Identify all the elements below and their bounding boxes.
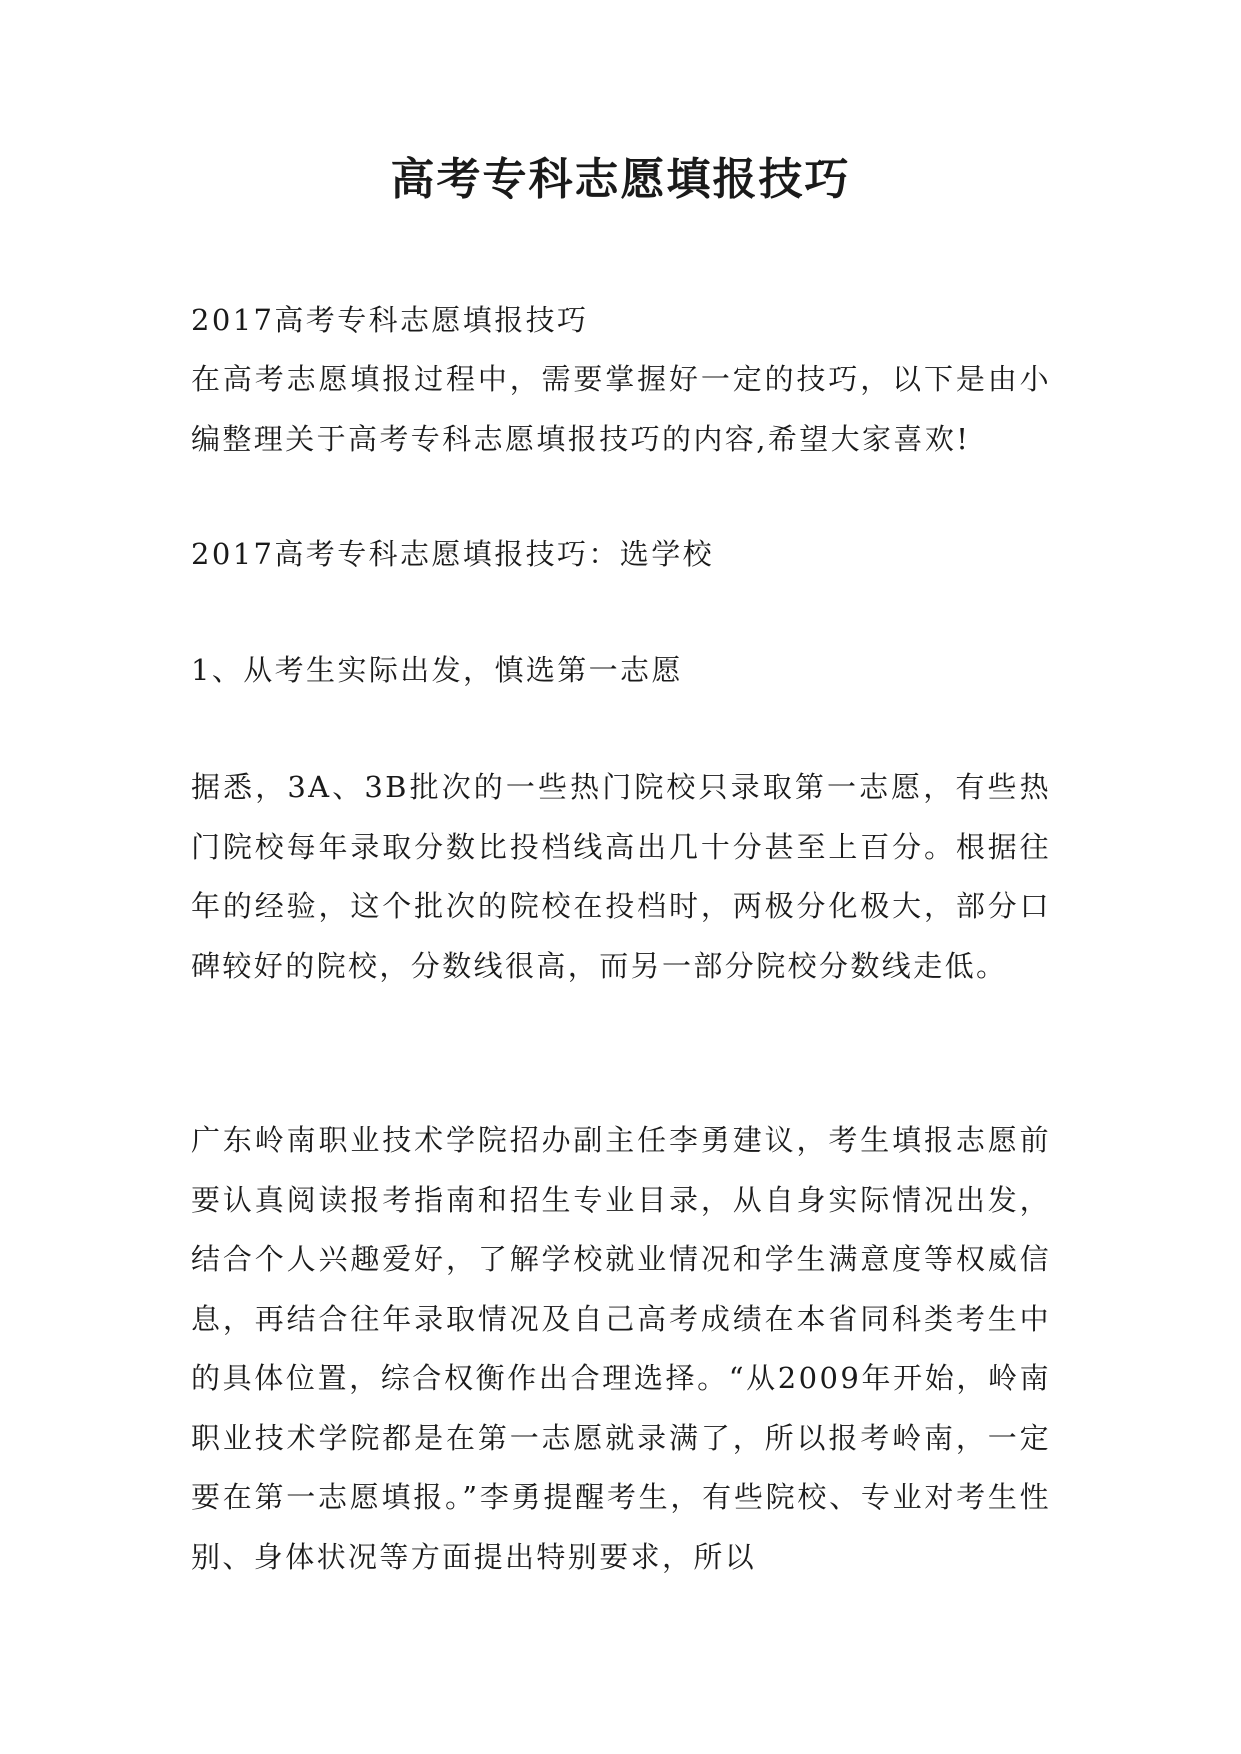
body-paragraph: 据悉，3A、3B批次的一些热门院校只录取第一志愿，有些热门院校每年录取分数比投档线高出几十分甚至上百分。根据往年的经验，这个批次的院校在投档时，两极分化极大，部分口碑较好的院校，分数线很高，而另一部分院校分数线走低。 xyxy=(191,770,1051,983)
item-heading: 1、从考生实际出发，慎选第一志愿 xyxy=(191,653,683,687)
intro-heading: 2017高考专科志愿填报技巧 xyxy=(191,303,589,337)
body-paragraph: 广东岭南职业技术学院招办副主任李勇建议，考生填报志愿前要认真阅读报考指南和招生专业目录，从自身实际情况出发，结合个人兴趣爱好，了解学校就业情况和学生满意度等权威信息，再结合往年录取情况及自己高考成绩在本省同科类考生中的具体位置，综合权衡作出合理选择。“从2009年开始，岭南职业技术学院都是在第一志愿就录满了，所以报考岭南，一定要在第一志愿填报。”李勇提醒考生，有些院校、专业对考生性别、身体状况等方面提出特别要求，所以 xyxy=(191,1123,1051,1574)
section-heading: 2017高考专科志愿填报技巧：选学校 xyxy=(191,537,715,571)
document-title: 高考专科志愿填报技巧 xyxy=(390,154,851,205)
intro-paragraph: 在高考志愿填报过程中，需要掌握好一定的技巧，以下是由小编整理关于高考专科志愿填报技巧的内容,希望大家喜欢! xyxy=(191,362,1051,456)
